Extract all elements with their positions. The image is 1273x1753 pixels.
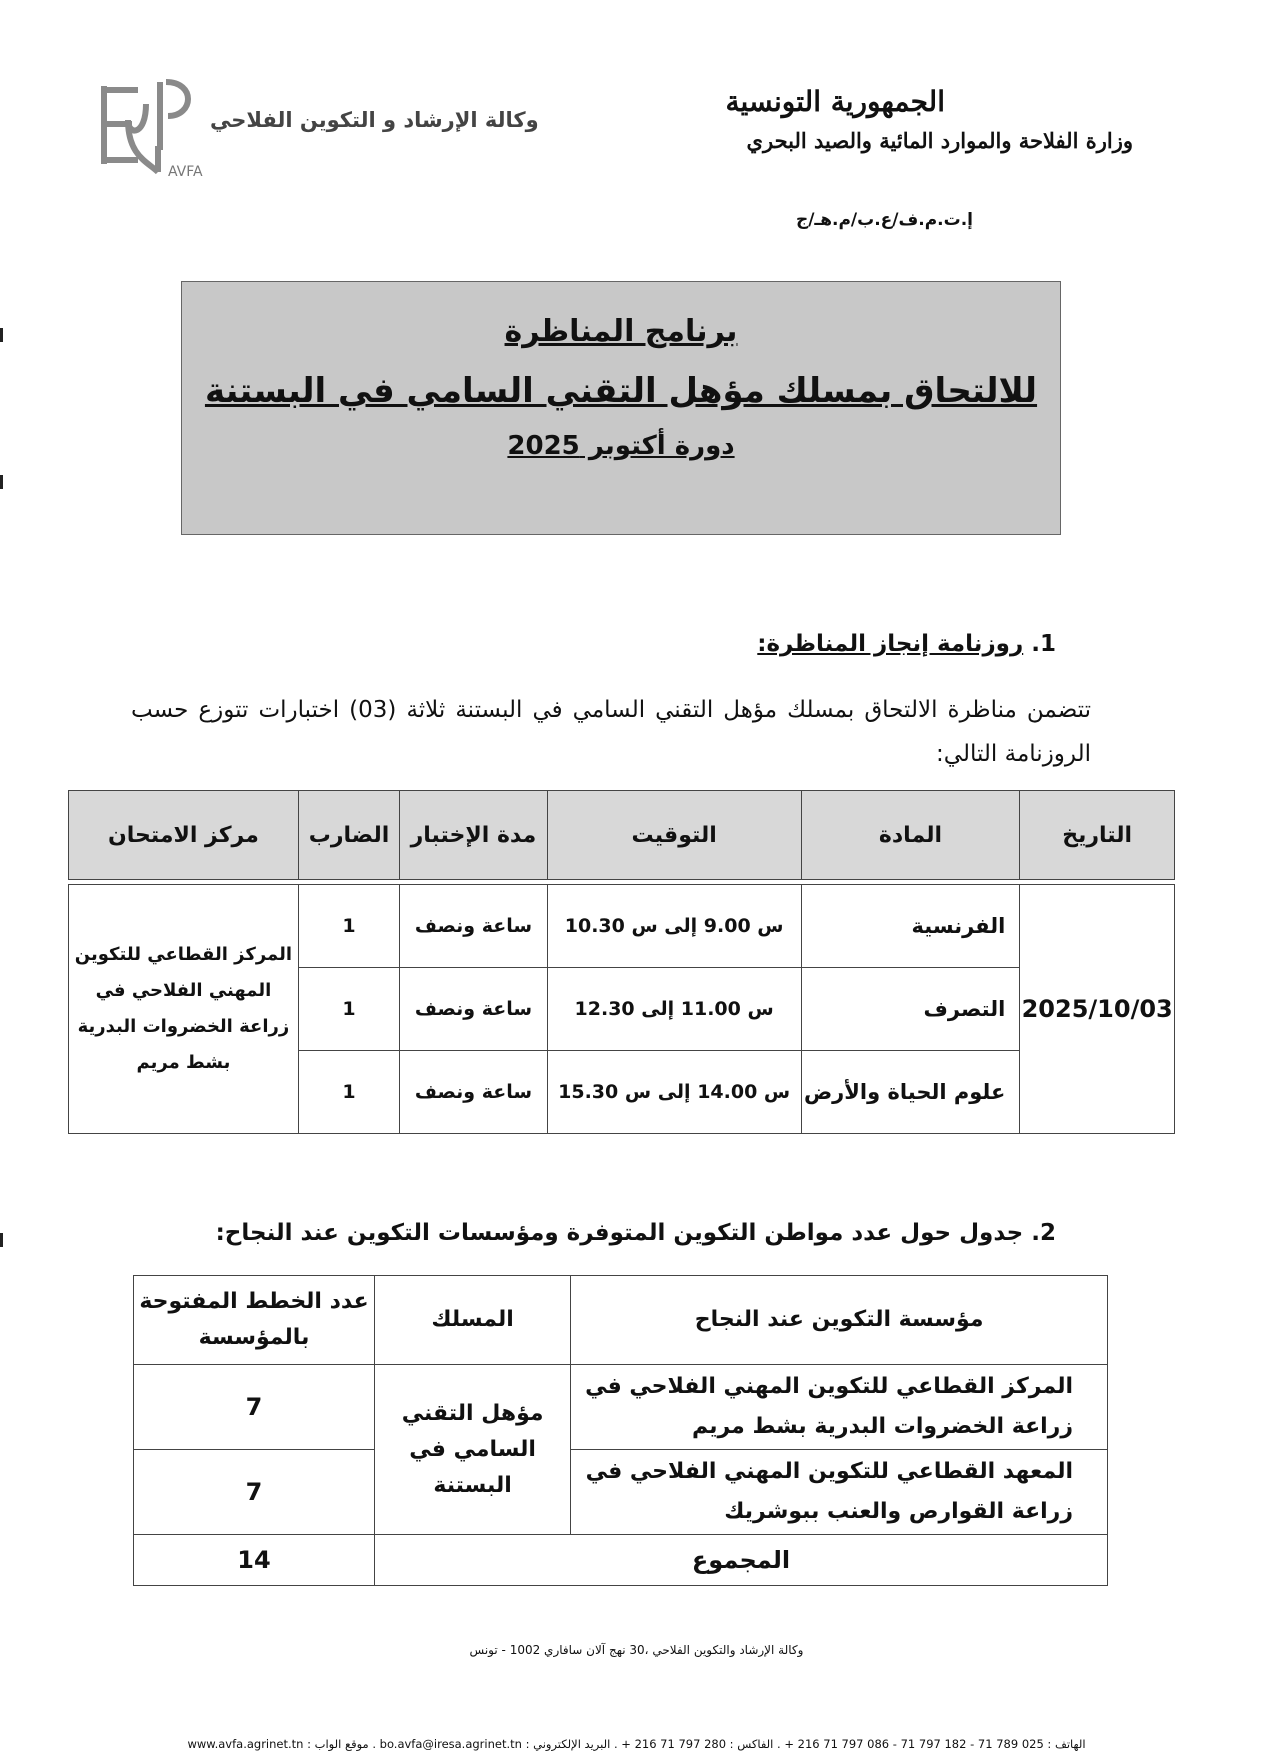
- section-1-title: روزنامة إنجاز المناظرة:: [757, 631, 1024, 657]
- section-1-intro: تتضمن مناظرة الالتحاق بمسلك مؤهل التقني السامي في البستنة ثلاثة (03) اختبارات تتوزع حسب الروزنامة التالي:: [131, 697, 1091, 767]
- schedule-table: [68, 790, 1175, 1134]
- header-coefficient: الضارب: [298, 791, 399, 880]
- ministry-name: وزارة الفلاحة والموارد المائية والصيد البحري: [746, 128, 1133, 153]
- duration-cell: ساعة ونصف: [400, 1051, 548, 1134]
- coefficient-cell: 1: [298, 968, 399, 1051]
- exam-date: 2025/10/03: [1020, 885, 1175, 1134]
- time-cell: س 14.00 إلى س 15.30: [547, 1051, 801, 1134]
- section-2-title: جدول حول عدد مواطن التكوين المتوفرة ومؤسسات التكوين عند النجاح:: [215, 1220, 1024, 1246]
- title-box: [181, 281, 1061, 535]
- edge-mark: [0, 1233, 3, 1247]
- title-line-2: للالتحاق بمسلك مؤهل التقني السامي في البستنة: [204, 371, 1038, 411]
- logo-text: وكالة الإرشاد و التكوين الفلاحي: [210, 108, 539, 132]
- places-count-cell: 7: [134, 1365, 375, 1450]
- svg-text:AVFA: AVFA: [168, 164, 203, 180]
- institution-cell: المعهد القطاعي للتكوين المهني الفلاحي في زراعة القوارص والعنب ببوشريك: [571, 1450, 1108, 1535]
- footer-address: وكالة الإرشاد والتكوين الفلاحي ،30 نهج آلان سافاري 1002 - تونس: [469, 1643, 804, 1657]
- section-2-heading: [216, 1220, 1056, 1246]
- table-row: [134, 1450, 1108, 1535]
- exam-center: المركز القطاعي للتكوين المهني الفلاحي في زراعة الخضروات البدرية بشط مريم: [69, 885, 299, 1134]
- table-header-row: [134, 1276, 1108, 1365]
- track-cell: مؤهل التقني السامي في البستنة: [374, 1365, 570, 1535]
- total-label: المجموع: [374, 1535, 1107, 1586]
- places-count-cell: 7: [134, 1450, 375, 1535]
- section-2-number: 2.: [1031, 1220, 1056, 1246]
- places-table: [133, 1275, 1108, 1586]
- duration-cell: ساعة ونصف: [400, 885, 548, 968]
- table-row: [69, 885, 1175, 968]
- title-line-3: دورة أكتوبر 2025: [507, 431, 735, 461]
- total-row: [134, 1535, 1108, 1586]
- header-exam-center: مركز الامتحان: [69, 791, 299, 880]
- subject-cell: علوم الحياة والأرض: [801, 1051, 1020, 1134]
- header-date: التاريخ: [1020, 791, 1175, 880]
- republic-title: الجمهورية التونسية: [725, 85, 945, 118]
- header-open-places: عدد الخطط المفتوحة بالمؤسسة: [134, 1276, 375, 1365]
- total-value: 14: [134, 1535, 375, 1586]
- header-duration: مدة الإختبار: [400, 791, 548, 880]
- reference-code: إ.ت.م.ف/ع.ب/م.هـ/ج: [795, 210, 973, 230]
- subject-cell: الفرنسية: [801, 885, 1020, 968]
- table-row: [134, 1365, 1108, 1450]
- header-subject: المادة: [801, 791, 1020, 880]
- time-cell: س 9.00 إلى س 10.30: [547, 885, 801, 968]
- section-1-number: 1.: [1031, 631, 1056, 657]
- time-cell: س 11.00 إلى 12.30: [547, 968, 801, 1051]
- institution-cell: المركز القطاعي للتكوين المهني الفلاحي في زراعة الخضروات البدرية بشط مريم: [571, 1365, 1108, 1450]
- header-track: المسلك: [374, 1276, 570, 1365]
- duration-cell: ساعة ونصف: [400, 968, 548, 1051]
- edge-mark: [0, 475, 3, 489]
- header-time: التوقيت: [547, 791, 801, 880]
- edge-mark: [0, 328, 3, 342]
- coefficient-cell: 1: [298, 885, 399, 968]
- coefficient-cell: 1: [298, 1051, 399, 1134]
- header-institution: مؤسسة التكوين عند النجاح: [571, 1276, 1108, 1365]
- footer-contact: الهاتف : 025 789 71 - 182 797 71 - 086 797 71 216 + . الفاكس : 280 797 71 216 + . البريد الإلكتروني : bo.avfa@iresa.agrinet.tn . موقع الواب : www.avfa.agrinet.tn: [187, 1737, 1086, 1751]
- subject-cell: التصرف: [801, 968, 1020, 1051]
- section-1-heading: [757, 631, 1056, 657]
- table-header-row: [69, 791, 1175, 880]
- avfa-logo: [98, 76, 208, 180]
- title-line-1: برنامج المناظرة: [504, 314, 738, 349]
